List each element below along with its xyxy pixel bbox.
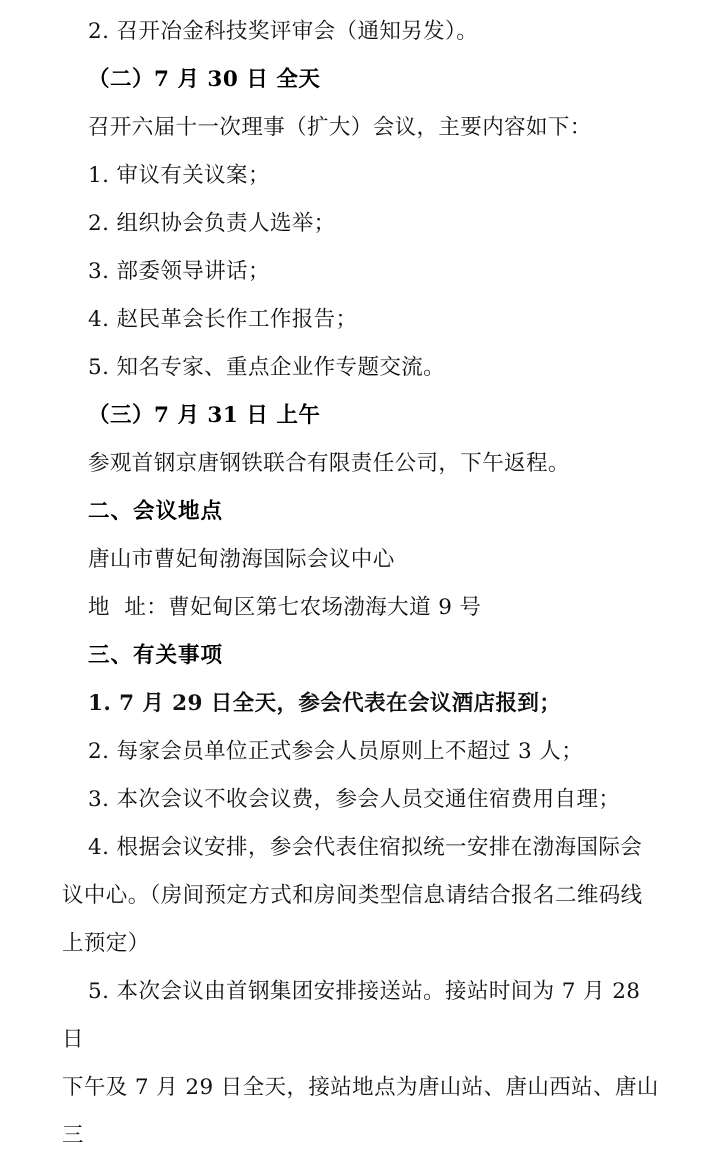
section-heading-notes: 三、有关事项 bbox=[88, 643, 224, 668]
section-subheading-july31: （三）7 月 31 日 上午 bbox=[88, 403, 321, 428]
list-item: 5. 本次会议由首钢集团安排接送站。接站时间为 7 月 28 日 bbox=[62, 979, 648, 1052]
list-item-bold: 1. 7 月 29 日全天，参会代表在会议酒店报到； bbox=[88, 691, 562, 716]
list-item: 4. 根据会议安排，参会代表住宿拟统一安排在渤海国际会 bbox=[88, 835, 643, 860]
section-heading-venue: 二、会议地点 bbox=[88, 499, 224, 524]
paragraph-address: 地 址：曹妃甸区第七农场渤海大道 9 号 bbox=[88, 595, 482, 620]
list-item: 2. 召开冶金科技奖评审会（通知另发）。 bbox=[88, 19, 479, 44]
paragraph: 唐山市曹妃甸渤海国际会议中心 bbox=[88, 547, 395, 572]
list-item: 1. 审议有关议案； bbox=[88, 163, 270, 188]
list-item: 2. 组织协会负责人选举； bbox=[88, 211, 336, 236]
section-subheading-july30: （二）7 月 30 日 全天 bbox=[88, 67, 321, 92]
paragraph-continuation: 议中心。（房间预定方式和房间类型信息请结合报名二维码线 bbox=[62, 883, 643, 908]
list-item: 2. 每家会员单位正式参会人员原则上不超过 3 人； bbox=[88, 739, 584, 764]
list-item: 5. 知名专家、重点企业作专题交流。 bbox=[88, 355, 446, 380]
paragraph: 召开六届十一次理事（扩大）会议，主要内容如下： bbox=[88, 115, 592, 140]
paragraph-continuation: 下午及 7 月 29 日全天，接站地点为唐山站、唐山西站、唐山三 bbox=[62, 1075, 659, 1148]
paragraph: 参观首钢京唐钢铁联合有限责任公司，下午返程。 bbox=[88, 451, 570, 476]
paragraph-continuation: 上预定） bbox=[62, 931, 150, 956]
list-item: 3. 部委领导讲话； bbox=[88, 259, 270, 284]
list-item: 3. 本次会议不收会议费，参会人员交通住宿费用自理； bbox=[88, 787, 621, 812]
list-item: 4. 赵民革会长作工作报告； bbox=[88, 307, 358, 332]
